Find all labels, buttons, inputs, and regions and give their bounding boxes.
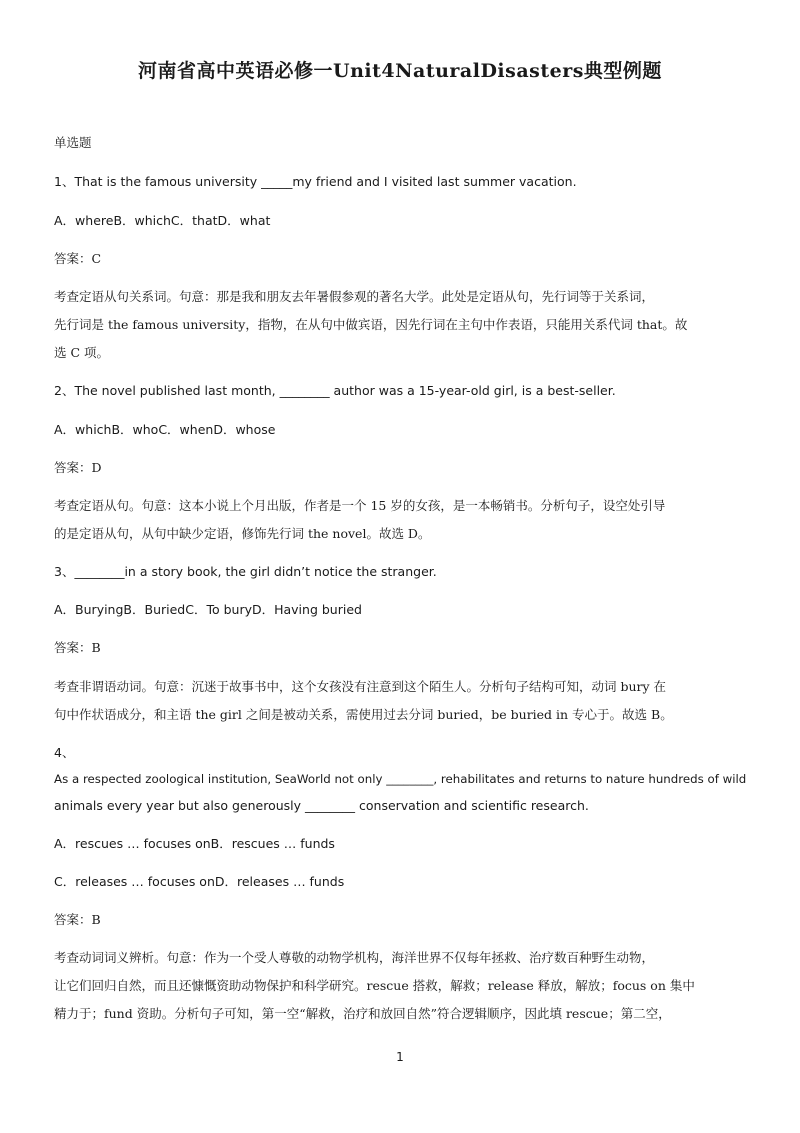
question-1-options: A．whereB．whichC．thatD．what — [54, 213, 271, 228]
question-4-options: A．rescues … focuses onB．rescues … funds — [54, 836, 335, 851]
page-number: 1 — [396, 1050, 404, 1064]
question-3-explanation-line: 句中作状语成分，和主语 the girl 之间是被动关系，需使用过去分词 buried，be buried in 专心于。故选 B。 — [54, 707, 673, 722]
page-title: 河南省高中英语必修一Unit4NaturalDisasters典型例题 — [138, 60, 662, 82]
question-4-stem-line: animals every year but also generously ________ conservation and scientific research. — [54, 798, 589, 813]
question-4-number: 4、 — [54, 745, 75, 760]
question-4-explanation-line: 精力于；fund 资助。分析句子可知，第一空“解救，治疗和放回自然”符合逻辑顺序，因此填 rescue；第二空， — [54, 1006, 671, 1021]
question-3-explanation-line: 考查非谓语动词。句意：沉迷于故事书中，这个女孩没有注意到这个陌生人。分析句子结构可知，动词 bury 在 — [54, 679, 667, 694]
question-4-explanation-line: 让它们回归自然，而且还慷慨资助动物保护和科学研究。rescue 搭救，解救；release 释放，解放；focus on 集中 — [54, 978, 695, 993]
question-2-stem: 2、The novel published last month, ________ author was a 15-year-old girl, is a best-seller. — [54, 383, 616, 398]
question-3-answer: 答案：B — [54, 640, 101, 655]
question-4-explanation-line: 考查动词词义辨析。句意：作为一个受人尊敬的动物学机构，海洋世界不仅每年拯救、治疗数百种野生动物， — [54, 950, 655, 965]
question-1-explanation-line: 选 C 项。 — [54, 345, 110, 360]
question-1-explanation-line: 考查定语从句关系词。句意：那是我和朋友去年暑假参观的著名大学。此处是定语从句，先行词等于关系词， — [54, 289, 655, 304]
question-3-options: A．BuryingB．BuriedC．To buryD．Having buried — [54, 602, 362, 617]
question-2-explanation-line: 的是定语从句，从句中缺少定语，修饰先行词 the novel。故选 D。 — [54, 526, 431, 541]
section-heading: 单选题 — [54, 135, 92, 150]
question-1-explanation-line: 先行词是 the famous university，指物，在从句中做宾语，因先行词在主句中作表语，只能用关系代词 that。故 — [54, 317, 688, 332]
question-2-explanation-line: 考查定语从句。句意：这本小说上个月出版，作者是一个 15 岁的女孩，是一本畅销书。分析句子，设空处引导 — [54, 498, 666, 513]
question-4-stem-line: As a respected zoological institution, SeaWorld not only ________, rehabilitates and returns to nature hundreds of wild — [54, 772, 747, 786]
question-1-answer: 答案：C — [54, 251, 102, 266]
question-4-options: C．releases … focuses onD．releases … funds — [54, 874, 345, 889]
question-3-stem: 3、________in a story book, the girl didn’t notice the stranger. — [54, 564, 437, 579]
question-2-options: A．whichB．whoC．whenD．whose — [54, 422, 276, 437]
question-4-answer: 答案：B — [54, 912, 101, 927]
question-2-answer: 答案：D — [54, 460, 102, 475]
question-1-stem: 1、That is the famous university _____my friend and I visited last summer vacation. — [54, 174, 577, 189]
